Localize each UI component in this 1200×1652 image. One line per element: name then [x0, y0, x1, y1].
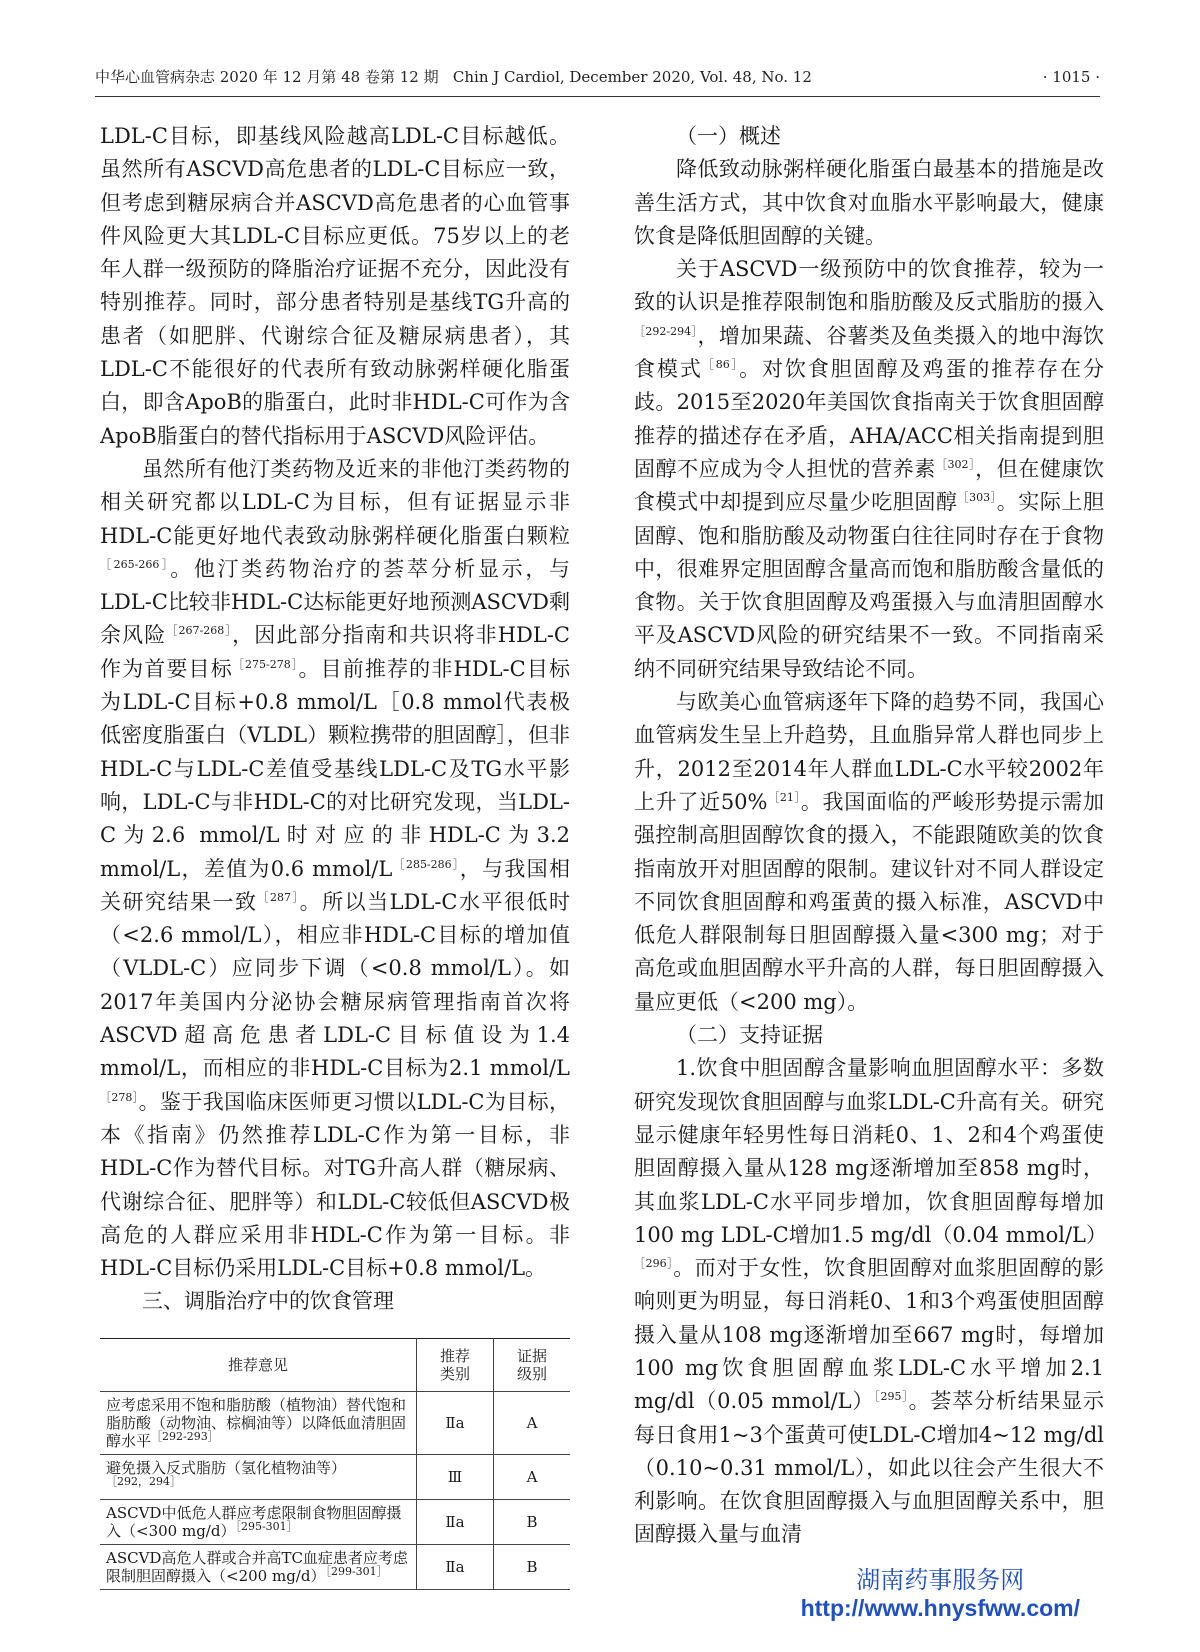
- citation: ［265-266］: [100, 557, 171, 571]
- citation: ［302］: [935, 457, 976, 471]
- journal-title-cn: 中华心血管病杂志 2020 年 12 月第 48 卷第 12 期: [95, 68, 439, 86]
- text-span: 关于ASCVD一级预防中的饮食推荐，较为一致的认识是推荐限制饱和脂肪酸及反式脂肪的摄入: [634, 257, 1104, 315]
- text-span: 。荟萃分析结果显示每日食用1~3个蛋黄可使LDL-C增加4~12 mg/dl（0.10~0.31 mmol/L），如此以往会产生很大不利影响。在饮食胆固醇摄入与血胆固醇关系中，胆固醇摄入量与血清: [634, 1389, 1104, 1547]
- table-row: [100, 1455, 570, 1500]
- row-opinion: [100, 1392, 417, 1455]
- left-column: [100, 120, 570, 1319]
- journal-title-en: Chin J Cardiol, December 2020, Vol. 48, No. 12: [452, 68, 812, 86]
- table-row: [100, 1500, 570, 1545]
- row-level: B: [494, 1545, 571, 1590]
- text-span: 与欧美心血管病逐年下降的趋势不同，我国心血管病发生呈上升趋势，且血脂异常人群也同步上升，2012至2014年人群血LDL-C水平较2002年上升了近50%: [634, 690, 1104, 814]
- citation: ［21］: [767, 790, 801, 804]
- text-span: 。目前推荐的非HDL-C目标为LDL-C目标+0.8 mmol/L［0.8 mmol代表极低密度脂蛋白（VLDL）颗粒携带的胆固醇］，但非HDL-C与LDL-C差值受基线LDL-C及TG水平影响，LDL-C与非HDL-C的对比研究发现，当LDL-C为2.6 mmol/L时对应的非HDL-C为3.2 mmol/L，差值为0.6 mmol/L: [100, 656, 571, 881]
- header-divider: [95, 96, 1100, 97]
- header-opinion: 推荐意见: [100, 1339, 417, 1392]
- text-span: ，与我国相关研究结果一致: [100, 856, 570, 914]
- right-paragraph-2: [634, 253, 1104, 686]
- text-span: ，增加果蔬、谷薯类及鱼类摄入的地中海饮食模式: [634, 323, 1104, 382]
- citation: ［299-301］: [325, 1565, 388, 1578]
- header-class: [417, 1339, 494, 1392]
- citation: ［86］: [702, 358, 740, 372]
- citation: ［287］: [257, 890, 300, 904]
- text-span: 。对饮食胆固醇及鸡蛋的推荐存在分歧。2015至2020年美国饮食指南关于饮食胆固醇推荐的描述存在矛盾，AHA/ACC相关指南提到胆固醇不应成为令人担忧的营养素: [634, 357, 1105, 481]
- row-level: A: [494, 1392, 571, 1455]
- text-span: ，因此部分指南和共识将非HDL-C作为首要目标: [100, 623, 570, 681]
- running-header: [95, 66, 1100, 87]
- row-class: Ⅲ: [417, 1455, 494, 1500]
- header-level: [494, 1339, 571, 1392]
- row-class: Ⅱa: [417, 1500, 494, 1545]
- text-span: ，但在健康饮食模式中却提到应尽量少吃胆固醇: [634, 456, 1105, 515]
- right-paragraph-3: [634, 686, 1104, 1019]
- citation: ［267-268］: [166, 624, 233, 638]
- watermark-url[interactable]: http://www.hnysfww.com/: [800, 1595, 1080, 1621]
- citation: ［285-286］: [392, 857, 460, 871]
- row-class: Ⅱa: [417, 1392, 494, 1455]
- text-span: 。实际上胆固醇、饱和脂肪酸及动物蛋白往往同时存在于食物中，很难界定胆固醇含量高而饱和脂肪酸含量低的食物。关于饮食胆固醇及鸡蛋摄入与血清胆固醇水平及ASCVD风险的研究结果不一致。不同指南采纳不同研究结果导致结论不同。: [634, 490, 1105, 681]
- text-span: 。我国面临的严峻形势提示需加强控制高胆固醇饮食的摄入，不能跟随欧美的饮食指南放开对胆固醇的限制。建议针对不同人群设定不同饮食胆固醇和鸡蛋黄的摄入标准，ASCVD中低危人群限制每日胆固醇摄入量<300 mg；对于高危或血胆固醇水平升高的人群，每日胆固醇摄入量应更低（<200 mg）。: [634, 789, 1104, 1014]
- row-level: A: [494, 1455, 571, 1500]
- citation: ［275-278］: [232, 657, 299, 671]
- opinion-text: 应考虑采用不饱和脂肪酸（植物油）替代饱和脂肪酸（动物油、棕榈油等）以降低血清胆固醇水平: [106, 1396, 407, 1450]
- right-paragraph-1: 降低致动脉粥样硬化脂蛋白最基本的措施是改善生活方式，其中饮食对血脂水平影响最大，健康饮食是降低胆固醇的关键。: [634, 157, 1104, 248]
- page-number: · 1015 ·: [1042, 68, 1100, 86]
- row-opinion: [100, 1500, 417, 1545]
- text-span: 。鉴于我国临床医师更习惯以LDL-C为目标，本《指南》仍然推荐LDL-C作为第一目标，非HDL-C作为替代目标。对TG升高人群（糖尿病、代谢综合征、肥胖等）和LDL-C较低但ASCVD极高危的人群应采用非HDL-C作为第一目标。非HDL-C目标仍采用LDL-C目标+0.8 mmol/L。: [100, 1089, 570, 1281]
- text-span: 。他汀类药物治疗的荟萃分析显示，与LDL-C比较非HDL-C达标能更好地预测ASCVD剩余风险: [100, 556, 570, 648]
- watermark: [801, 1560, 1080, 1622]
- right-paragraph-4: [634, 1052, 1107, 1551]
- text-span: 虽然所有他汀类药物及近来的非他汀类药物的相关研究都以LDL-C为目标，但有证据显示非HDL-C能更好地代表致动脉粥样硬化脂蛋白颗粒: [100, 456, 570, 548]
- citation: ［292-294］: [634, 324, 698, 338]
- recommendation-table: [100, 1338, 570, 1590]
- table-row: [100, 1545, 570, 1590]
- citation: ［303］: [957, 491, 997, 505]
- watermark-site-name: 湖南药事服务网: [856, 1566, 1025, 1594]
- citation: ［296］: [634, 1257, 674, 1271]
- subsection-heading-evidence: （二）支持证据: [676, 1023, 823, 1048]
- left-paragraph-1: LDL-C目标，即基线风险越高LDL-C目标越低。虽然所有ASCVD高危患者的LDL-C目标应一致，但考虑到糖尿病合并ASCVD高危患者的心血管事件风险更大其LDL-C目标应更低。75岁以上的老年人群一级预防的降脂治疗证据不充分，因此没有特别推荐。同时，部分患者特别是基线TG升高的患者（如肥胖、代谢综合征及糖尿病患者），其LDL-C不能很好的代表所有致动脉粥样硬化脂蛋白，即含ApoB的脂蛋白，此时非HDL-C可作为含ApoB脂蛋白的替代指标用于ASCVD风险评估。: [100, 124, 570, 448]
- citation: ［292，294］: [106, 1475, 181, 1488]
- citation: ［295］: [874, 1390, 909, 1404]
- subsection-heading-overview: （一）概述: [676, 124, 781, 148]
- citation: ［295-301］: [235, 1520, 298, 1533]
- text-span: 1.饮食中胆固醇含量影响血胆固醇水平：多数研究发现饮食胆固醇与血浆LDL-C升高有关。研究显示健康年轻男性每日消耗0、1、2和4个鸡蛋使胆固醇摄入量从128 mg逐渐增加至858 mg时，其血浆LDL-C水平同步增加，饮食胆固醇每增加100 mg LDL-C增加1.5 mg/dl（0.04 mmol/L）: [634, 1056, 1107, 1247]
- header-journal: [95, 66, 812, 87]
- opinion-text: ASCVD中低危人群应考虑限制食物胆固醇摄入（<300 mg/d）: [106, 1504, 402, 1540]
- right-column: [634, 120, 1107, 1552]
- header-level-label: 证据级别: [516, 1347, 547, 1383]
- section-heading-3: 三、调脂治疗中的饮食管理: [142, 1289, 394, 1314]
- row-opinion: [100, 1455, 417, 1500]
- table-row: [100, 1392, 570, 1455]
- citation: ［292-293］: [151, 1430, 219, 1443]
- row-level: B: [494, 1500, 571, 1545]
- text-span: 。而对于女性，饮食胆固醇对血浆胆固醇的影响则更为明显，每日消耗0、1和3个鸡蛋使胆固醇摄入量从108 mg逐渐增加至667 mg时，每增加100 mg饮食胆固醇血浆LDL-C水平增加2.1 mg/dl（0.05 mmol/L）: [634, 1256, 1104, 1414]
- opinion-text: 避免摄入反式脂肪（氢化植物油等）: [106, 1459, 347, 1477]
- table-header-row: [100, 1339, 570, 1392]
- text-span: 。所以当LDL-C水平很低时（<2.6 mmol/L），相应非HDL-C目标的增加值（VLDL-C）应同步下调（<0.8 mmol/L）。如2017年美国内分泌协会糖尿病管理指南首次将ASCVD超高危患者LDL-C目标值设为1.4 mmol/L，而相应的非HDL-C目标为2.1 mmol/L: [100, 889, 571, 1081]
- header-class-label: 推荐类别: [439, 1347, 470, 1383]
- recommendation-table-wrap: [100, 1338, 570, 1590]
- row-opinion: [100, 1545, 417, 1590]
- row-class: Ⅱa: [417, 1545, 494, 1590]
- citation: ［278］: [100, 1090, 139, 1104]
- left-paragraph-2: [100, 453, 570, 1285]
- opinion-text: ASCVD高危人群或合并高TC血症患者应考虑限制胆固醇摄入（<200 mg/d）: [106, 1549, 408, 1585]
